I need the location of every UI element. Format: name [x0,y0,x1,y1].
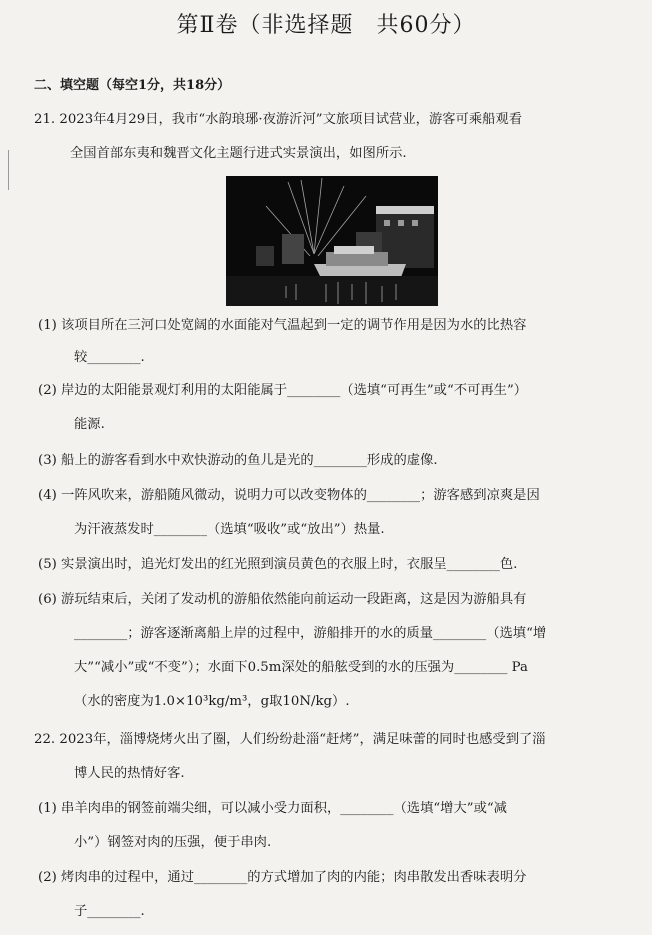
q21-2-line-2: 能源. [74,417,105,432]
q21-line-2: 全国首部东夷和魏晋文化主题行进式实景演出，如图所示. [70,146,407,161]
q21-1-line-1: (1) 该项目所在三河口处宽阔的水面能对气温起到一定的调节作用是因为水的比热容 [38,318,527,333]
section-heading: 二、填空题（每空1分，共18分） [34,78,231,93]
night-river-photo [226,176,438,306]
margin-mark [8,150,9,190]
q21-line-1: 21. 2023年4月29日，我市“水韵琅琊·夜游沂河”文旅项目试营业，游客可乘船观看 [34,112,523,127]
q22-line-1: 22. 2023年，淄博烧烤火出了圈，人们纷纷赴淄“赶烤”，满足味蕾的同时也感受到了淄 [34,732,546,747]
q21-2-line-1: (2) 岸边的太阳能景观灯利用的太阳能属于________（选填“可再生”或“不可再生”） [38,383,528,398]
q21-5-line: (5) 实景演出时，追光灯发出的红光照到演员黄色的衣服上时，衣服呈________色. [38,557,518,572]
q22-1-line-2: 小”）钢签对肉的压强，便于串肉. [74,835,272,850]
q21-6-line-2: ________；游客逐渐离船上岸的过程中，游船排开的水的质量________（选填“增 [74,626,547,641]
q22-2-line-2: 子________. [74,904,145,919]
q21-4-line-2: 为汗液蒸发时________（选填“吸收”或“放出”）热量. [74,522,385,537]
page-title: 第Ⅱ卷（非选择题 共60分） [176,13,476,38]
q22-1-line-1: (1) 串羊肉串的钢签前端尖细，可以减小受力面积，________（选填“增大”或“减 [38,801,507,816]
q22-2-line-1: (2) 烤肉串的过程中，通过________的方式增加了肉的内能；肉串散发出香味表明分 [38,870,527,885]
q21-3-line: (3) 船上的游客看到水中欢快游动的鱼儿是光的________形成的虚像. [38,453,438,468]
q21-6-line-3: 大”“减小”或“不变”）；水面下0.5m深处的船舷受到的水的压强为________ Pa [74,660,528,675]
q22-line-2: 博人民的热情好客. [74,766,185,781]
q21-1-line-2: 较________. [74,350,145,365]
q21-6-line-1: (6) 游玩结束后，关闭了发动机的游船依然能向前运动一段距离，这是因为游船具有 [38,592,527,607]
q21-4-line-1: (4) 一阵风吹来，游船随风微动，说明力可以改变物体的________；游客感到凉爽是因 [38,488,540,503]
q21-6-line-4: （水的密度为1.0×10³kg/m³，g取10N/kg）. [74,694,350,709]
